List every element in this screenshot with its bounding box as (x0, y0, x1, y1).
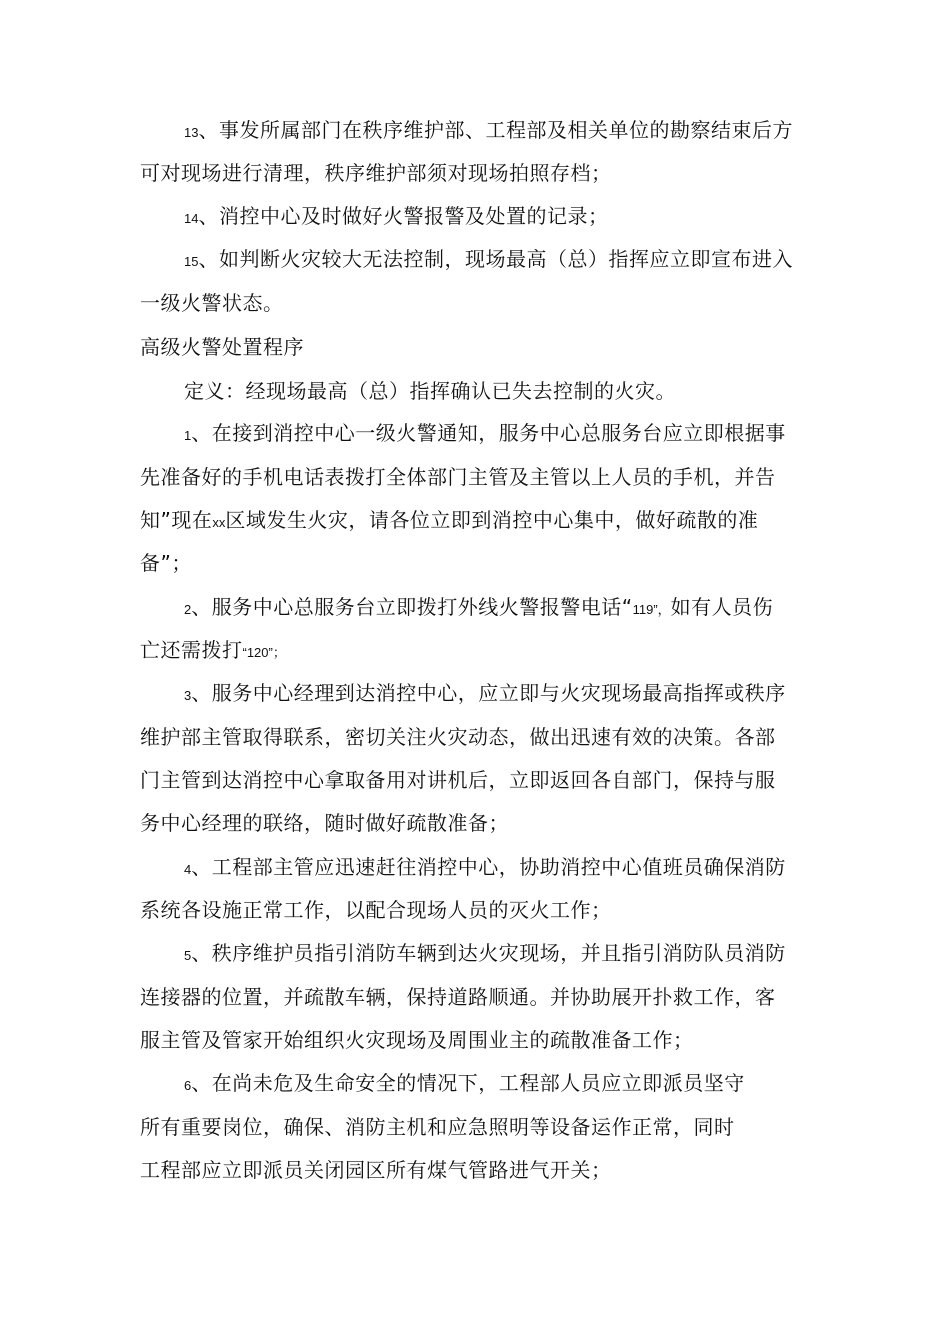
paragraph-5-line-2: 连接器的位置，并疏散车辆，保持道路顺通。并协助展开扑救工作，客 (140, 985, 776, 1009)
paragraph-4-line-2: 系统各设施正常工作，以配合现场人员的灭火工作； (140, 898, 612, 922)
paragraph-5-line-3: 服主管及管家开始组织火灾现场及周围业主的疏散准备工作； (140, 1028, 694, 1052)
paragraph-6-line-2: 所有重要岗位，确保、消防主机和应急照明等设备运作正常，同时 (140, 1115, 735, 1139)
paragraph-3-line-4: 务中心经理的联络，随时做好疏散准备； (140, 811, 509, 835)
paragraph-14: 14、消控中心及时做好火警报警及处置的记录； (184, 204, 609, 228)
definition: 定义：经现场最高（总）指挥确认已失去控制的火灾。 (184, 379, 676, 403)
paragraph-6-line-1: 6、在尚未危及生命安全的情况下，工程部人员应立即派员坚守 (184, 1071, 745, 1095)
paragraph-3-line-2: 维护部主管取得联系，密切关注火灾动态，做出迅速有效的决策。各部 (140, 725, 776, 749)
paragraph-15-line-2: 一级火警状态。 (140, 291, 284, 315)
paragraph-13-line-2: 可对现场进行清理，秩序维护部须对现场拍照存档； (140, 161, 612, 185)
paragraph-1-line-4: 备”； (140, 551, 192, 575)
paragraph-3-line-1: 3、服务中心经理到达消控中心，应立即与火灾现场最高指挥或秩序 (184, 681, 786, 705)
paragraph-2-line-2: 亡还需拨打“120”； (140, 638, 286, 662)
paragraph-1-line-1: 1、在接到消控中心一级火警通知，服务中心总服务台应立即根据事 (184, 421, 786, 445)
section-heading: 高级火警处置程序 (140, 335, 304, 359)
paragraph-13-line-1: 13、事发所属部门在秩序维护部、工程部及相关单位的勘察结束后方 (184, 118, 793, 142)
paragraph-6-line-3: 工程部应立即派员关闭园区所有煤气管路进气开关； (140, 1158, 612, 1182)
paragraph-1-line-2: 先准备好的手机电话表拨打全体部门主管及主管以上人员的手机，并告 (140, 465, 776, 489)
paragraph-4-line-1: 4、工程部主管应迅速赶往消控中心，协助消控中心值班员确保消防 (184, 855, 786, 879)
paragraph-5-line-1: 5、秩序维护员指引消防车辆到达火灾现场，并且指引消防队员消防 (184, 941, 786, 965)
paragraph-1-line-3: 知”现在xx区域发生火灾，请各位立即到消控中心集中，做好疏散的准 (140, 508, 759, 532)
paragraph-15-line-1: 15、如判断火灾较大无法控制，现场最高（总）指挥应立即宣布进入 (184, 247, 793, 271)
paragraph-3-line-3: 门主管到达消控中心拿取备用对讲机后，立即返回各自部门，保持与服 (140, 768, 776, 792)
paragraph-2-line-1: 2、服务中心总服务台立即拨打外线火警报警电话“119”，如有人员伤 (184, 595, 774, 619)
